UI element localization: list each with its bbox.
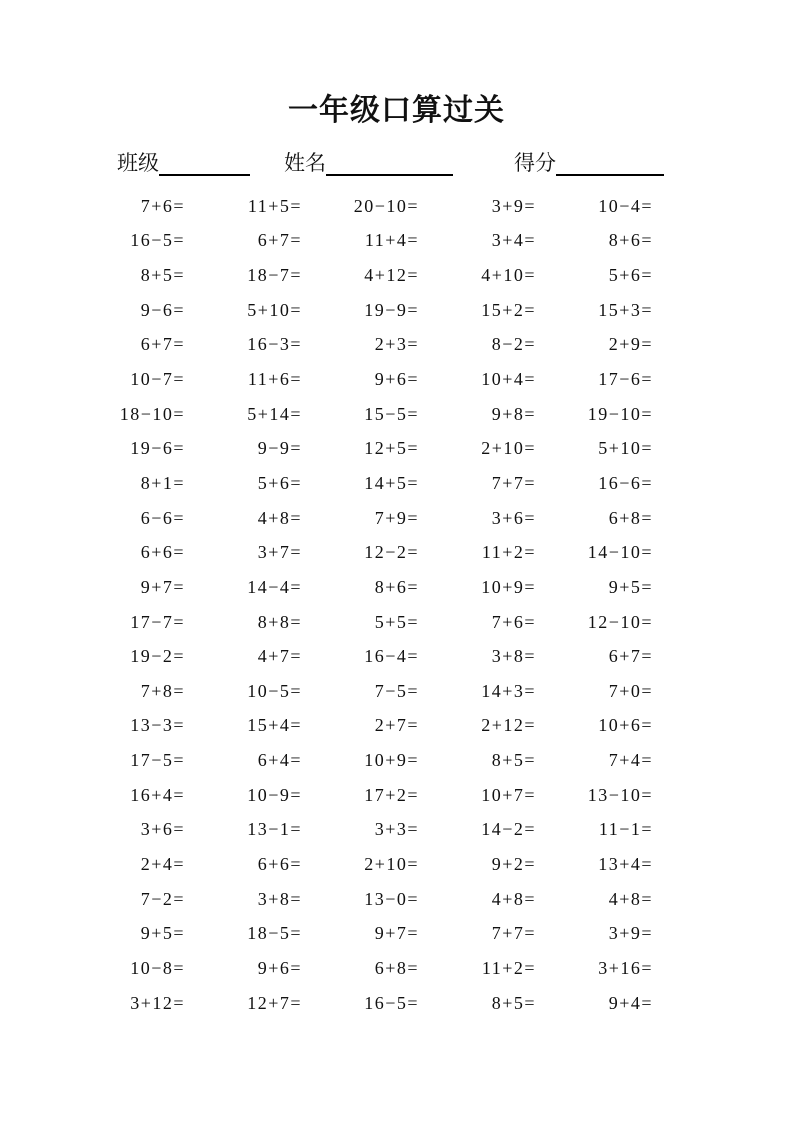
problem: 8+6= bbox=[608, 230, 653, 251]
problem: 15−5= bbox=[364, 403, 419, 424]
problem: 6+6= bbox=[140, 542, 185, 563]
problem: 18−10= bbox=[119, 403, 185, 424]
problem: 9+7= bbox=[374, 923, 419, 944]
problem: 14+5= bbox=[364, 472, 419, 493]
problem: 2+10= bbox=[364, 853, 419, 874]
problem: 4+10= bbox=[481, 265, 536, 286]
problem: 3+9= bbox=[491, 195, 536, 216]
problem: 13−1= bbox=[247, 819, 302, 840]
problem: 7+4= bbox=[608, 750, 653, 771]
problem: 19−6= bbox=[130, 438, 185, 459]
problem: 5+6= bbox=[608, 265, 653, 286]
problem: 12−10= bbox=[587, 611, 653, 632]
problem: 5+14= bbox=[247, 403, 302, 424]
problem: 9+2= bbox=[491, 853, 536, 874]
problem: 7−2= bbox=[140, 888, 185, 909]
problem: 3+3= bbox=[374, 819, 419, 840]
problem: 10−5= bbox=[247, 680, 302, 701]
problem: 17−5= bbox=[130, 750, 185, 771]
name-blank-line bbox=[326, 170, 453, 176]
problem: 9+4= bbox=[608, 992, 653, 1013]
problem: 5+10= bbox=[598, 438, 653, 459]
problem: 8+6= bbox=[374, 576, 419, 597]
problem: 16−6= bbox=[598, 472, 653, 493]
problem: 7+7= bbox=[491, 923, 536, 944]
problem: 19−9= bbox=[364, 299, 419, 320]
score-blank-line bbox=[556, 170, 664, 176]
header-fields bbox=[0, 147, 793, 176]
problem: 8+5= bbox=[491, 992, 536, 1013]
problem: 3+6= bbox=[491, 507, 536, 528]
problem: 14−10= bbox=[587, 542, 653, 563]
problem: 14−4= bbox=[247, 576, 302, 597]
problem: 19−2= bbox=[130, 646, 185, 667]
problem: 18−5= bbox=[247, 923, 302, 944]
problem: 16+4= bbox=[130, 784, 185, 805]
problem: 19−10= bbox=[587, 403, 653, 424]
problem: 16−4= bbox=[364, 646, 419, 667]
problem: 2+4= bbox=[140, 853, 185, 874]
problem: 11−1= bbox=[598, 819, 653, 840]
problem: 9+7= bbox=[140, 576, 185, 597]
problem: 3+12= bbox=[130, 992, 185, 1013]
problem: 11+5= bbox=[247, 195, 302, 216]
problem: 7+6= bbox=[140, 195, 185, 216]
problem: 2+10= bbox=[481, 438, 536, 459]
problem: 10−9= bbox=[247, 784, 302, 805]
problem: 10−8= bbox=[130, 957, 185, 978]
problem: 20−10= bbox=[353, 195, 419, 216]
problem: 3+4= bbox=[491, 230, 536, 251]
problem: 6+8= bbox=[608, 507, 653, 528]
problem: 16−5= bbox=[364, 992, 419, 1013]
score-label: 得分 bbox=[514, 151, 556, 175]
class-field bbox=[117, 147, 250, 176]
class-blank-line bbox=[159, 170, 250, 176]
problem: 18−7= bbox=[247, 265, 302, 286]
problem: 13−0= bbox=[364, 888, 419, 909]
problem: 7+9= bbox=[374, 507, 419, 528]
problem: 8+5= bbox=[140, 265, 185, 286]
problem: 9+6= bbox=[257, 957, 302, 978]
problem: 2+3= bbox=[374, 334, 419, 355]
page-title: 一年级口算过关 bbox=[288, 94, 505, 127]
problem: 6+4= bbox=[257, 750, 302, 771]
problem: 7+6= bbox=[491, 611, 536, 632]
problem: 13+4= bbox=[598, 853, 653, 874]
problem: 14−2= bbox=[481, 819, 536, 840]
problem: 10+7= bbox=[481, 784, 536, 805]
problem: 12+7= bbox=[247, 992, 302, 1013]
problem: 3+8= bbox=[491, 646, 536, 667]
problem: 9−6= bbox=[140, 299, 185, 320]
problem: 3+16= bbox=[598, 957, 653, 978]
problem: 17−7= bbox=[130, 611, 185, 632]
problem: 8−2= bbox=[491, 334, 536, 355]
problem: 6+7= bbox=[608, 646, 653, 667]
problem: 10−4= bbox=[598, 195, 653, 216]
problem: 4+8= bbox=[491, 888, 536, 909]
problem: 6+6= bbox=[257, 853, 302, 874]
problem: 4+8= bbox=[608, 888, 653, 909]
problem: 17+2= bbox=[364, 784, 419, 805]
problem: 4+12= bbox=[364, 265, 419, 286]
score-field bbox=[514, 147, 664, 176]
problem: 16−3= bbox=[247, 334, 302, 355]
problem: 15+2= bbox=[481, 299, 536, 320]
problem: 8+5= bbox=[491, 750, 536, 771]
problem: 5+6= bbox=[257, 472, 302, 493]
problem: 2+12= bbox=[481, 715, 536, 736]
problem: 8+1= bbox=[140, 472, 185, 493]
problem: 5+10= bbox=[247, 299, 302, 320]
problem: 4+7= bbox=[257, 646, 302, 667]
problem: 9+8= bbox=[491, 403, 536, 424]
problem: 2+9= bbox=[608, 334, 653, 355]
problem: 12−2= bbox=[364, 542, 419, 563]
problem: 15+3= bbox=[598, 299, 653, 320]
problem: 7+7= bbox=[491, 472, 536, 493]
problem: 10+6= bbox=[598, 715, 653, 736]
problem: 8+8= bbox=[257, 611, 302, 632]
problem: 11+6= bbox=[247, 369, 302, 390]
problem: 6+7= bbox=[257, 230, 302, 251]
problem: 16−5= bbox=[130, 230, 185, 251]
problem: 3+9= bbox=[608, 923, 653, 944]
problem: 7+0= bbox=[608, 680, 653, 701]
problem: 10+9= bbox=[481, 576, 536, 597]
class-label: 班级 bbox=[117, 151, 159, 175]
name-label: 姓名 bbox=[284, 151, 326, 175]
problem: 6−6= bbox=[140, 507, 185, 528]
problem: 9+6= bbox=[374, 369, 419, 390]
problem: 9+5= bbox=[140, 923, 185, 944]
problem: 13−3= bbox=[130, 715, 185, 736]
problem: 15+4= bbox=[247, 715, 302, 736]
problems-grid bbox=[68, 189, 653, 1020]
problem: 11+2= bbox=[481, 957, 536, 978]
problem: 3+7= bbox=[257, 542, 302, 563]
problem: 13−10= bbox=[587, 784, 653, 805]
problem: 3+6= bbox=[140, 819, 185, 840]
problem: 6+8= bbox=[374, 957, 419, 978]
problem: 9+5= bbox=[608, 576, 653, 597]
problem: 7+8= bbox=[140, 680, 185, 701]
problem: 12+5= bbox=[364, 438, 419, 459]
problem: 2+7= bbox=[374, 715, 419, 736]
problem: 10+4= bbox=[481, 369, 536, 390]
problem: 9−9= bbox=[257, 438, 302, 459]
problem: 7−5= bbox=[374, 680, 419, 701]
problem: 10−7= bbox=[130, 369, 185, 390]
problem: 14+3= bbox=[481, 680, 536, 701]
problem: 3+8= bbox=[257, 888, 302, 909]
problem: 4+8= bbox=[257, 507, 302, 528]
problem: 10+9= bbox=[364, 750, 419, 771]
problem: 11+4= bbox=[364, 230, 419, 251]
problem: 11+2= bbox=[481, 542, 536, 563]
problem: 6+7= bbox=[140, 334, 185, 355]
problem: 17−6= bbox=[598, 369, 653, 390]
problem: 5+5= bbox=[374, 611, 419, 632]
name-field bbox=[284, 147, 453, 176]
